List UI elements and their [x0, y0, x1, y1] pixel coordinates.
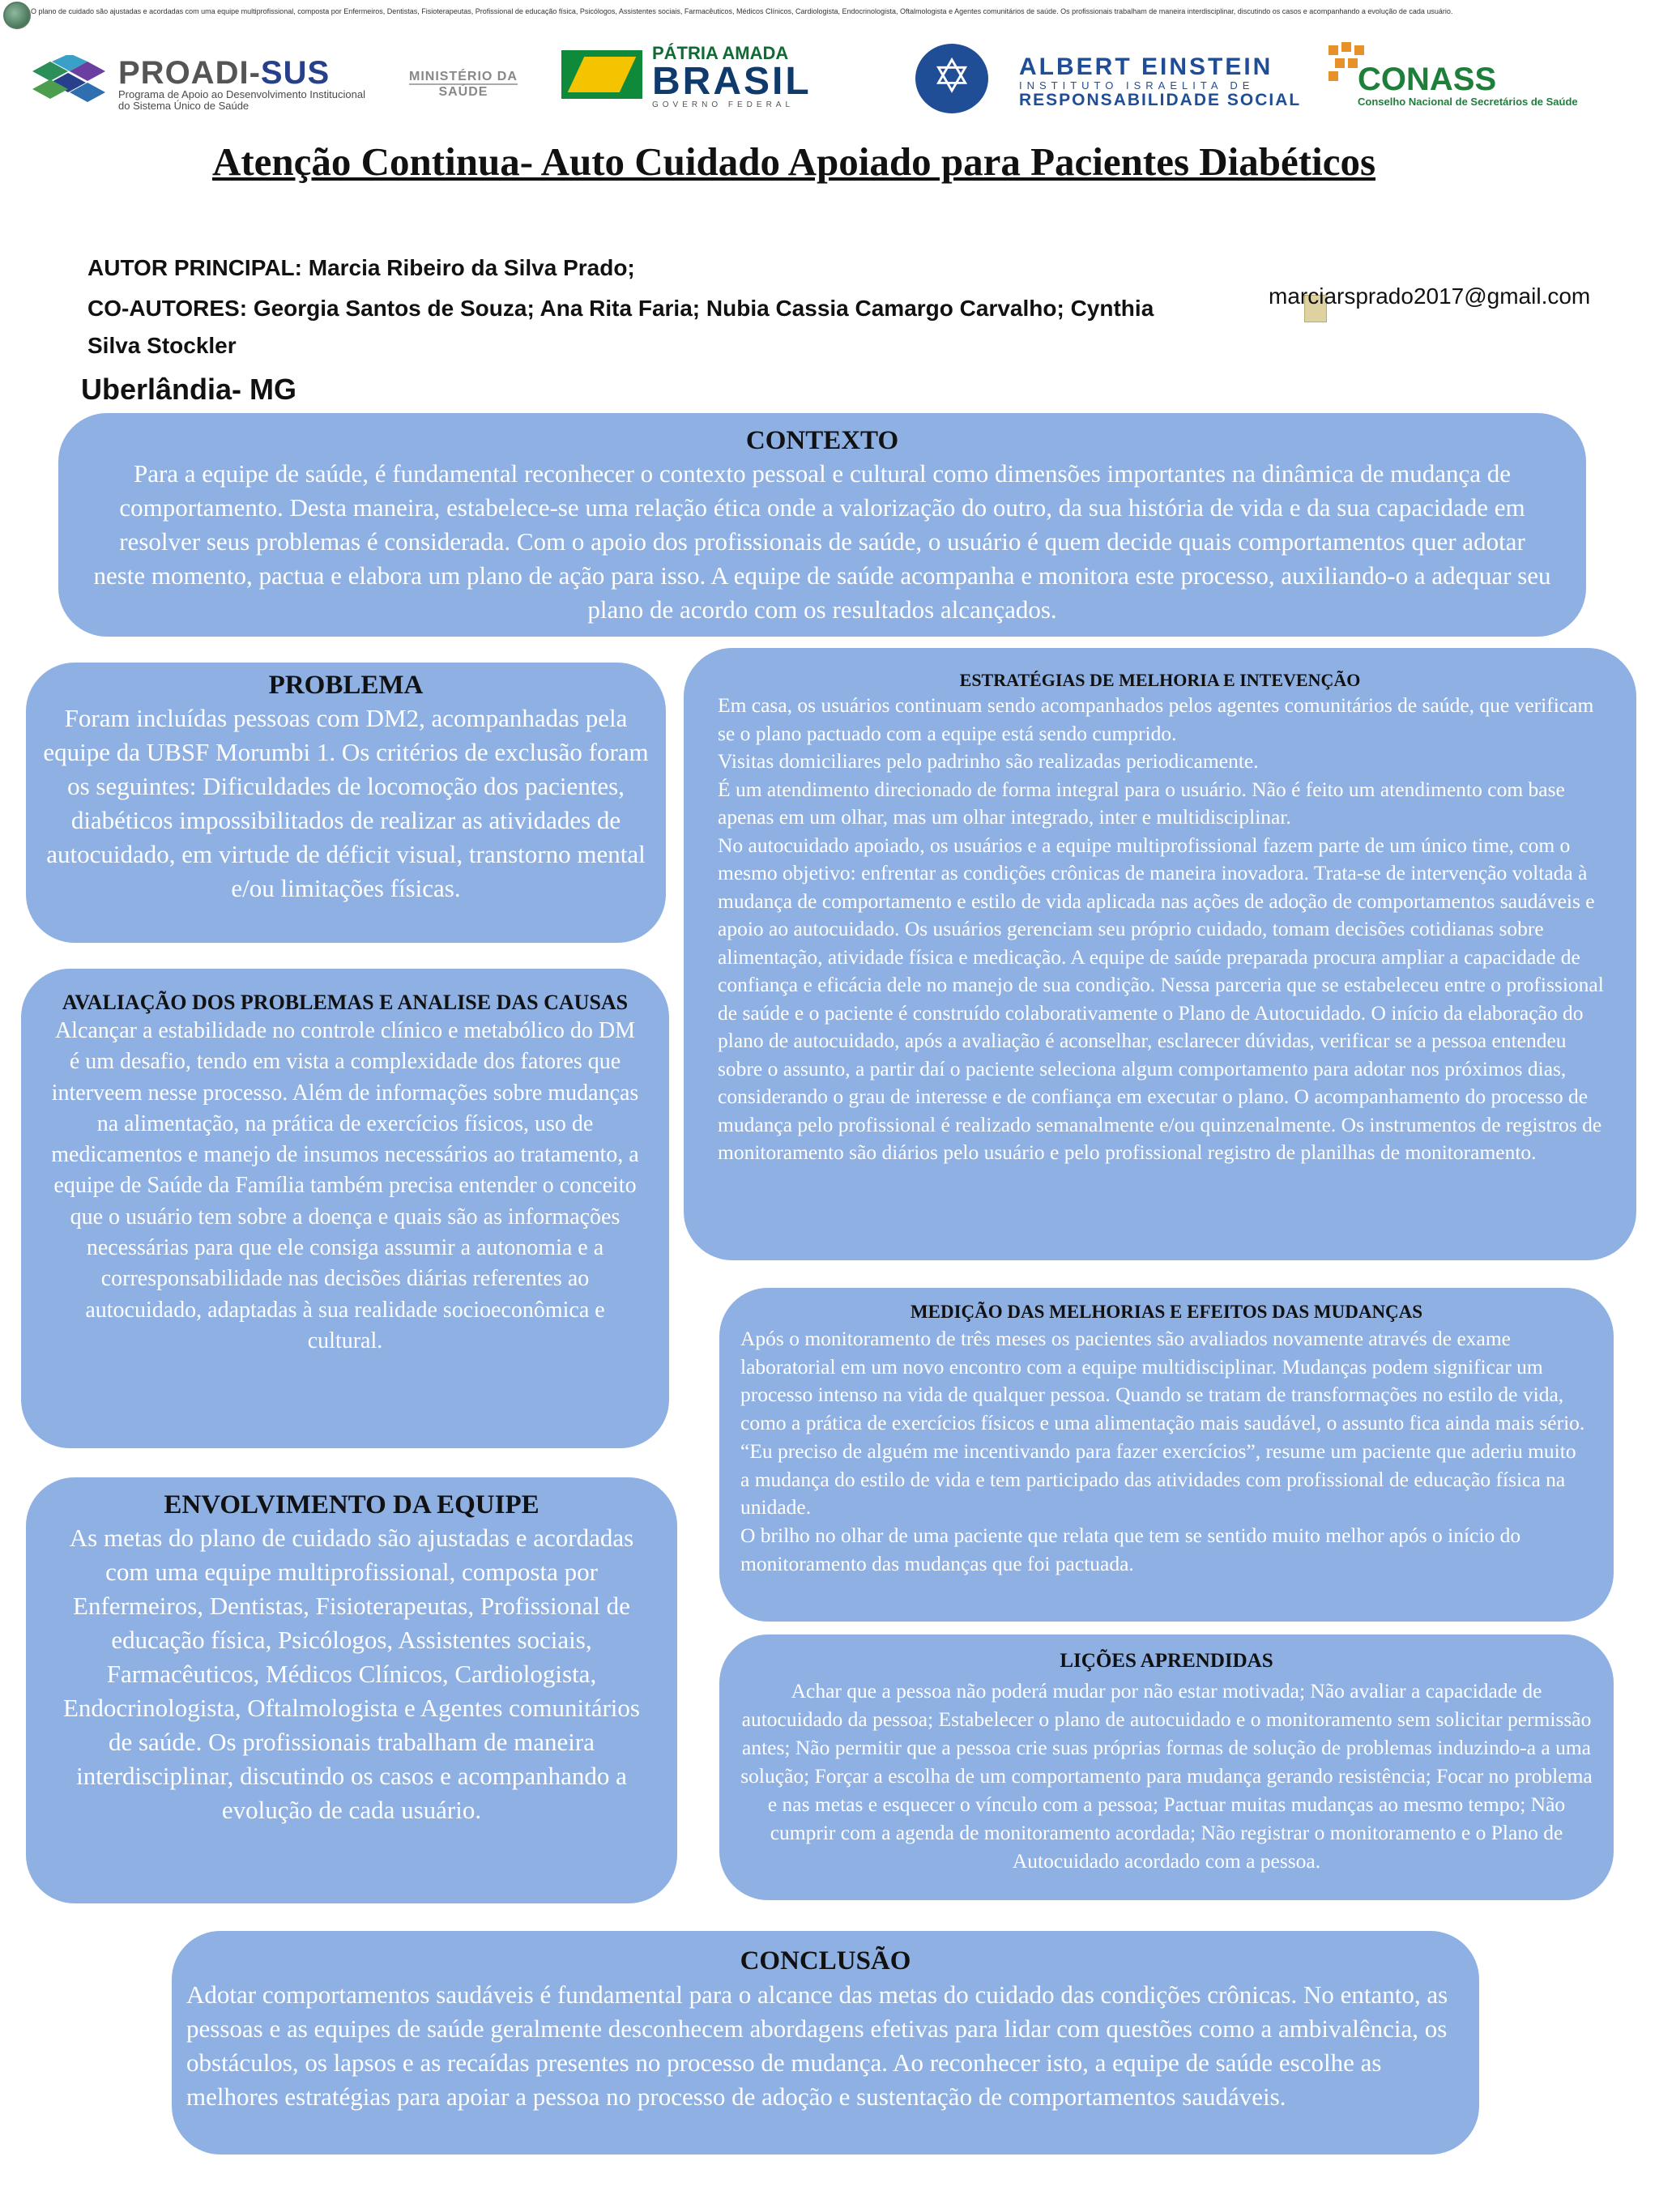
proadi-title: PROADI-SUS: [118, 55, 331, 91]
proadi-sus-logo: [118, 57, 377, 112]
section-heading: CONCLUSÃO: [740, 1946, 911, 1975]
author-email: marciarsprado2017@gmail.com: [1269, 283, 1591, 309]
section-paragraph: Após o monitoramento de três meses os pacientes são avaliados novamente através de exame laboratorial em um novo encontro com a equipe multidisciplinar. Mudanças podem significar um processo intenso na vida de qualquer pessoa. Quando se tratam de transformações no estilo de vida, como a prática de exercícios físicos e uma alimentação mais saudável, o assunto fica ainda mais sério.: [740, 1327, 1585, 1435]
section-paragraph: É um atendimento direcionado de forma integral para o usuário. Não é feito um atendimento com base apenas em um olhar, mas um olhar integrado, inter e multidisciplinar.: [718, 777, 1565, 829]
section-paragraph: O brilho no olhar de uma paciente que relata que tem se sentido muito melhor após o início do monitoramento das mudanças que foi pactuada.: [740, 1523, 1521, 1575]
proadi-subtitle: Programa de Apoio ao Desenvolvimento Institucional do Sistema Único de Saúde: [118, 88, 365, 112]
principal-author: AUTOR PRINCIPAL: Marcia Ribeiro da Silva Prado;: [87, 255, 635, 280]
albert-einstein-logo: ALBERT EINSTEIN INSTITUTO ISRAELITA DE RESPONSABILIDADE SOCIAL: [1019, 53, 1302, 109]
section-conclusao: [172, 1931, 1479, 2154]
poster-corner-icon: [3, 2, 31, 29]
brasil-flag-icon: [561, 50, 642, 99]
section-estrategias: [684, 648, 1636, 1260]
governo-federal-logo: PÁTRIA AMADA BRASIL GOVERNO FEDERAL: [561, 44, 825, 105]
section-paragraph: No autocuidado apoiado, os usuários e a equipe multiprofissional fazem parte de um único time, com o mesmo objetivo: enfrentar as condições crônicas de maneira inovadora. Trata-se de intervenção voltada à mudança de comportamento e estilo de vida aplicada nas ações de adoção de comportamentos saudáveis e apoio ao autocuidado. Os usuários gerenciam seu próprio cuidado, tomam decisões cotidianas sobre alimentação, atividade física e medicação. A equipe de saúde preparada procura ampliar a capacidade de confiança e eficácia dele no manejo de sua condição. Nessa parceria que se estabeleceu entre o profissional de saúde e o paciente é construído colaborativamente o Plano de Autocuidado. O início da elaboração do plano de autocuidado, após a avaliação é aconselhar, esclarecer dúvidas, verificar se a pessoa entendeu sobre o assunto, a partir daí o paciente seleciona algum comportamento para adotar nos próximos dias, considerando o grau de interesse e de confiança em executar o plano. O acompanhamento do processo de mudança pelo profissional é realizado semanalmente e/ou quinzenalmente. Os instrumentos de registros de monitoramento são diários pelo usuário e pelo profissional registro de planilhas de monitoramento.: [718, 833, 1604, 1164]
section-paragraph: Visitas domiciliares pelo padrinho são realizadas periodicamente.: [718, 749, 1259, 773]
section-paragraph: “Eu preciso de alguém me incentivando para fazer exercícios”, resume um paciente que aderiu muito a mudança do estilo de vida e tem participado das atividades com profissional de educação física na unidade.: [740, 1438, 1576, 1519]
section-heading: AVALIAÇÃO DOS PROBLEMAS E ANALISE DAS CAUSAS: [62, 991, 629, 1014]
section-problema: [26, 663, 666, 943]
sponsor-logos: [0, 39, 1659, 120]
section-heading: ENVOLVIMENTO DA EQUIPE: [164, 1490, 539, 1519]
einstein-emblem-icon: [915, 44, 988, 113]
poster-title: Atenção Continua- Auto Cuidado Apoiado para Pacientes Diabéticos: [211, 139, 1376, 184]
section-heading: CONTEXTO: [745, 426, 899, 455]
section-avaliacao: [21, 969, 669, 1448]
co-authors: CO-AUTORES: Georgia Santos de Souza; Ana Rita Faria; Nubia Cassia Camargo Carvalho; Cynthia Silva Stockler: [87, 296, 1154, 358]
section-text: Adotar comportamentos saudáveis é fundamental para o alcance das metas do cuidado das condições crônicas. No entanto, as pessoas e as equipes de saúde geralmente desconhecem abordagens efetivas para lidar com questões como a ambivalência, os obstáculos, os lapsos e as recaídas presentes no processo de mudança. Ao reconhecer isto, a equipe de saúde escolhe as melhores estratégias para apoiar a pessoa no processo de adoção e sustentação de comportamentos saudáveis.: [186, 1980, 1448, 2111]
conass-logo: CONASS Conselho Nacional de Secretários de Saúde: [1358, 62, 1578, 108]
section-text: Achar que a pessoa não poderá mudar por não estar motivada; Não avaliar a capacidade de autocuidado da pessoa; Estabelecer o plano de autocuidado e o monitoramento sem solicitar permissão antes; Não permitir que a pessoa crie suas próprias formas de solução de problemas induzindo-a a uma solução; Forçar a escolha de um comportamento para mudança gerando resistência; Focar no problema e nas metas e esquecer o vínculo com a pessoa; Pactuar muitas mudanças ao mesmo tempo; Não cumprir com a agenda de monitoramento acordada; Não registrar o monitoramento e o Plano de Autocuidado acordado com a pessoa.: [740, 1679, 1593, 1873]
section-text: As metas do plano de cuidado são ajustadas e acordadas com uma equipe multiprofissional, composta por Enfermeiros, Dentistas, Fisioterapeutas, Profissional de educação física, Psicólogos, Assistentes sociais, Farmacêuticos, Médicos Clínicos, Cardiologista, Endocrinologista, Oftalmologista e Agentes comunitários de saúde. Os profissionais trabalham de maneira interdisciplinar, discutindo os casos e acompanhando a evolução de cada usuário.: [62, 1524, 640, 1824]
header-topline: O plano de cuidado são ajustadas e acordadas com uma equipe multiprofissional, composta por Enfermeiros, Dentistas, Fisioterapeutas, Profissional de educação física, Psicólogos, Assistentes sociais, Farmacêuticos, Médicos Clínicos, Cardiologista, Endocrinologista, Oftalmologista e Agentes comunitários de saúde. Os profissionais trabalham de maneira interdisciplinar, discutindo os casos e acompanhando a evolução de cada usuário.: [31, 7, 1453, 15]
section-envolvimento: [26, 1477, 677, 1903]
section-heading: MEDIÇÃO DAS MELHORIAS E EFEITOS DAS MUDANÇAS: [910, 1302, 1423, 1322]
section-licoes: [719, 1634, 1614, 1900]
section-heading: PROBLEMA: [268, 671, 424, 700]
section-contexto: [58, 413, 1586, 637]
section-text: Para a equipe de saúde, é fundamental reconhecer o contexto pessoal e cultural como dimensões importantes na dinâmica de mudança de comportamento. Desta maneira, estabelece-se uma relação ética onde a valorização do outro, da sua história de vida e da sua capacidade em resolver seus problemas é considerada. Com o apoio dos profissionais de saúde, o usuário é quem decide quais comportamentos quer adotar neste momento, pactua e elabora um plano de ação para isso. A equipe de saúde acompanha e monitora este processo, auxiliando-o a adequar seu plano de acordo com os resultados alcançados.: [93, 459, 1551, 624]
section-text: Alcançar a estabilidade no controle clínico e metabólico do DM é um desafio, tendo em vista a complexidade dos fatores que interveem nesse processo. Além de informações sobre mudanças na alimentação, na prática de exercícios físicos, uso de medicamentos e manejo de insumos necessários ao tratamento, a equipe de Saúde da Família também precisa entender o conceito que o usuário tem sobre a doença e quais são as informações necessárias para que ele consiga assumir a autonomia e a corresponsabilidade nas decisões diárias referentes ao autocuidado, adaptadas à sua realidade socioeconômica e cultural.: [51, 1018, 639, 1353]
section-heading: ESTRATÉGIAS DE MELHORIA E INTEVENÇÃO: [959, 670, 1361, 690]
section-text: Foram incluídas pessoas com DM2, acompanhadas pela equipe da UBSF Morumbi 1. Os critérios de exclusão foram os seguintes: Dificuldades de locomoção dos pacientes, diabéticos impossibilitados de realizar as atividades de autocuidado, em virtude de déficit visual, transtorno mental e/ou limitações físicas.: [43, 704, 649, 902]
city-label: Uberlândia- MG: [81, 373, 297, 406]
ministerio-saude-logo: MINISTÉRIO DA SAÚDE: [409, 70, 518, 99]
section-paragraph: Em casa, os usuários continuam sendo acompanhados pelos agentes comunitários de saúde, que verificam se o plano pactuado com a equipe está sendo cumprido.: [718, 693, 1594, 745]
section-medicao: [719, 1288, 1614, 1622]
proadi-sus-logo-icon: [32, 55, 107, 105]
section-heading: LIÇÕES APRENDIDAS: [1060, 1650, 1273, 1672]
